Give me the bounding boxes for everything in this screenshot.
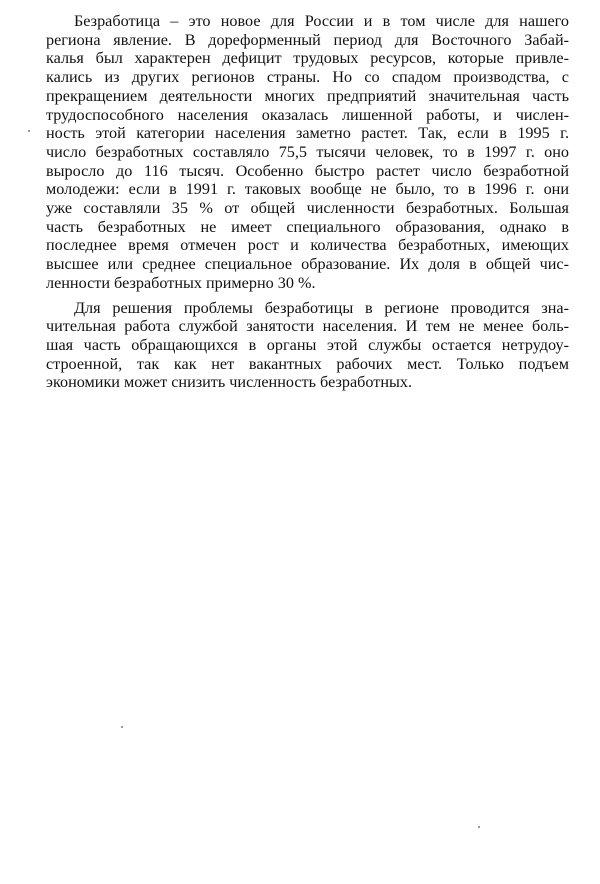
scan-speck bbox=[121, 726, 123, 728]
text-line: Для решения проблемы безработицы в регионе проводится зна- bbox=[74, 298, 569, 317]
text-line: экономики может снизить численность безработных. bbox=[46, 373, 413, 392]
text-line: последнее время отмечен рост и количества безработных, имеющих bbox=[46, 236, 569, 255]
scan-speck bbox=[478, 826, 480, 828]
text-line: кались из других регионов страны. Но со спадом производства, с bbox=[46, 68, 569, 87]
text-line: калья был характерен дефицит трудовых ресурсов, которые привле- bbox=[46, 49, 569, 68]
text-line: число безработных составляло 75,5 тысячи человек, то в 1997 г. оно bbox=[46, 142, 569, 161]
text-line: Безработица – это новое для России и в том числе для нашего bbox=[74, 12, 569, 30]
text-line: молодежи: если в 1991 г. таковых вообще не было, то в 1996 г. они bbox=[46, 180, 569, 199]
text-line: ленности безработных примерно 30 %. bbox=[46, 273, 316, 292]
text-line: трудоспособного населения оказалась лишенной работы, и числен- bbox=[46, 105, 569, 124]
text-line: шая часть обращающихся в органы этой службы остается нетрудоу- bbox=[46, 335, 569, 354]
text-line: высшее или среднее специальное образование. Их доля в общей чис- bbox=[46, 255, 569, 274]
text-line: чительная работа службой занятости населения. И тем не менее боль- bbox=[46, 317, 569, 336]
text-line: прекращением деятельности многих предприятий значительная часть bbox=[46, 86, 569, 105]
text-line: выросло до 116 тысяч. Особенно быстро растет число безработной bbox=[46, 161, 569, 180]
text-line: уже составляли 35 % от общей численности безработных. Большая bbox=[46, 199, 569, 218]
paragraph-unemployment-overview bbox=[46, 12, 569, 293]
text-line: региона явление. В дореформенный период для Восточного Забай- bbox=[46, 30, 569, 49]
text-line: строенной, так как нет вакантных рабочих мест. Только подъем bbox=[46, 354, 569, 373]
scan-speck bbox=[28, 130, 30, 132]
text-line: часть безработных не имеет специального образования, однако в bbox=[46, 217, 569, 236]
paragraph-employment-service bbox=[46, 299, 569, 393]
document-text bbox=[46, 12, 569, 392]
text-line: ность этой категории населения заметно растет. Так, если в 1995 г. bbox=[46, 124, 569, 143]
